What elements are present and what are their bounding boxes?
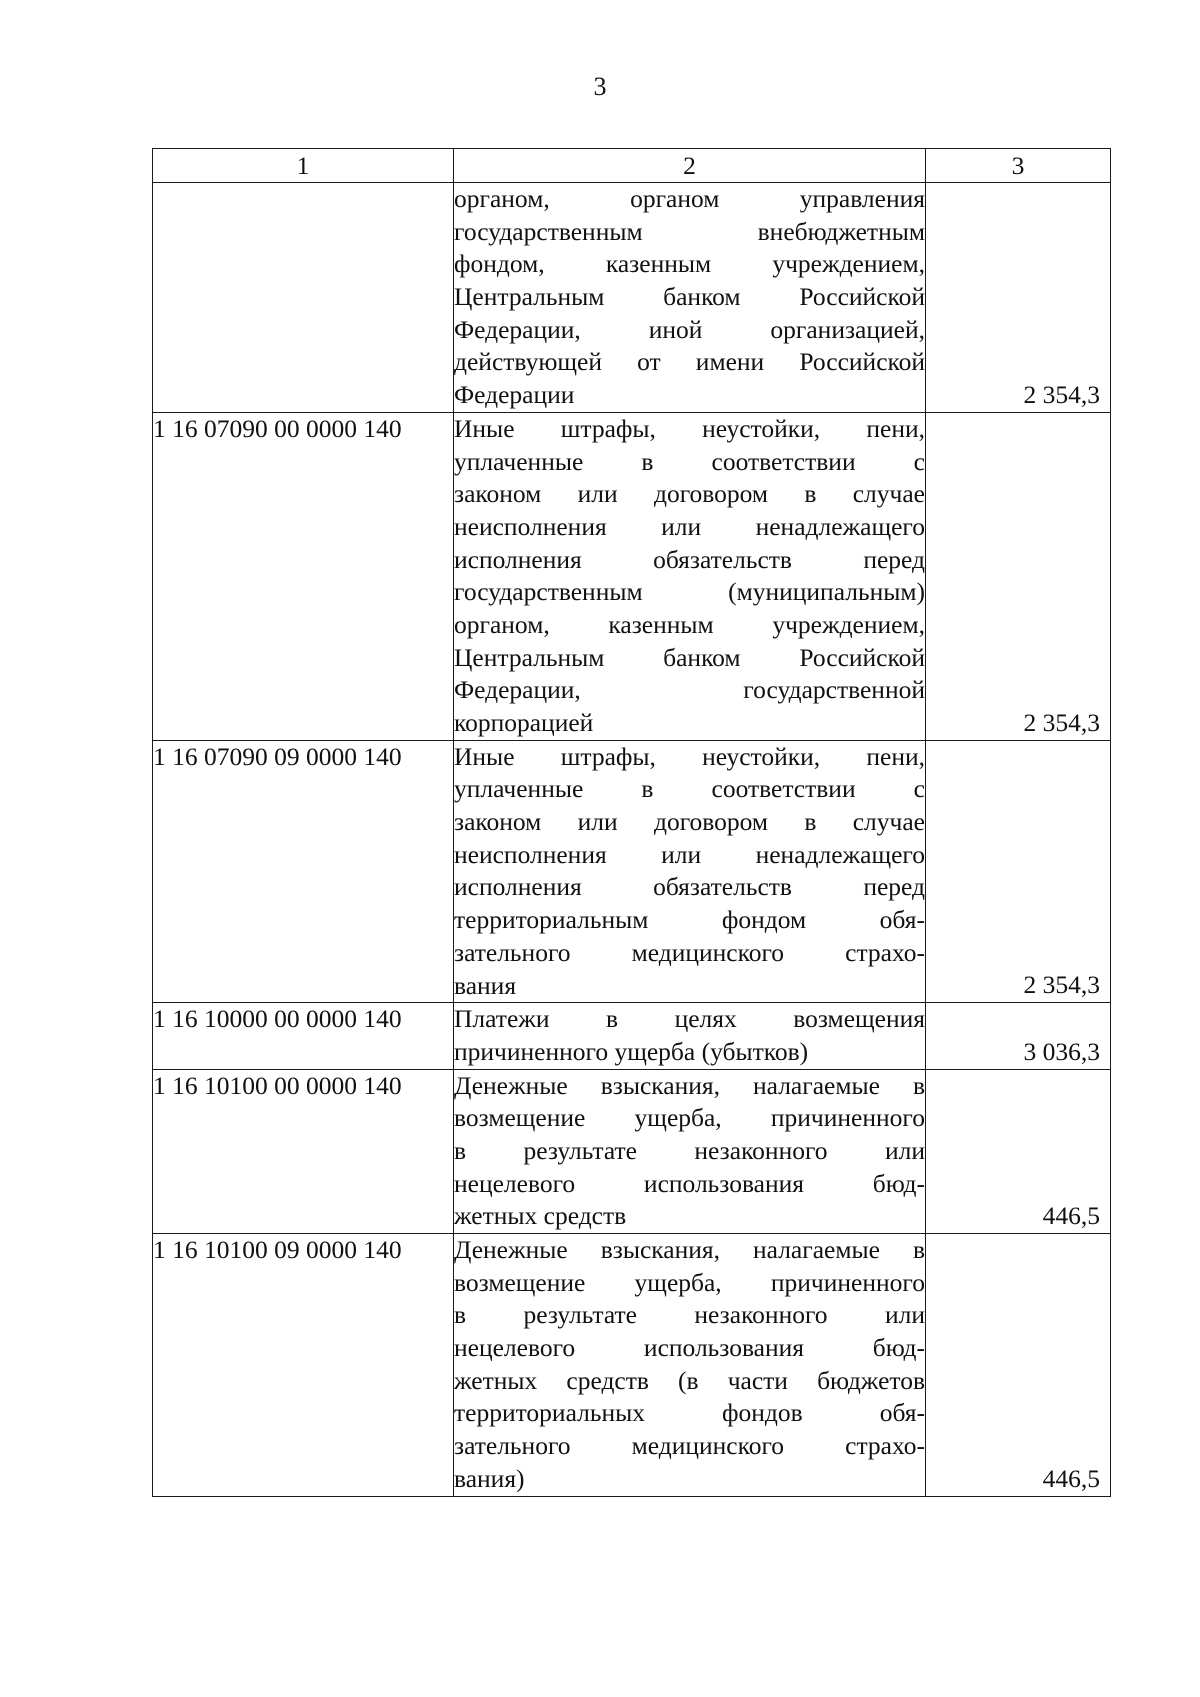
budget-code-cell: 1 16 10000 00 0000 140 <box>153 1003 454 1069</box>
column-header-2: 2 <box>454 149 926 183</box>
column-header-1: 1 <box>153 149 454 183</box>
table-row <box>153 183 1111 413</box>
amount-cell: 3 036,3 <box>926 1003 1111 1069</box>
description-line: уплаченные в соответствии с <box>454 446 925 476</box>
amount-cell: 2 354,3 <box>926 740 1111 1003</box>
description-line: зательного медицинского страхо- <box>454 937 925 967</box>
description-line: уплаченные в соответствии с <box>454 774 925 804</box>
description-cell <box>454 1003 926 1069</box>
description-cell <box>454 1069 926 1233</box>
description-cell <box>454 1234 926 1497</box>
description-line: Центральным банком Российской <box>454 282 925 312</box>
budget-table <box>152 148 1111 1497</box>
description-line: неисполнения или ненадлежащего <box>454 511 925 541</box>
description-line: исполнения обязательств перед <box>454 544 925 574</box>
budget-code-cell: 1 16 10100 00 0000 140 <box>153 1069 454 1233</box>
description-line: Иные штрафы, неустойки, пени, <box>454 741 925 771</box>
description-line: нецелевого использования бюд- <box>454 1168 925 1198</box>
table-row <box>153 740 1111 1003</box>
description-line: Денежные взыскания, налагаемые в <box>454 1235 925 1264</box>
description-line: вания) <box>454 1463 525 1493</box>
description-line: Федерации, государственной <box>454 675 925 705</box>
amount-cell: 2 354,3 <box>926 183 1111 413</box>
description-line: действующей от имени Российской <box>454 347 925 377</box>
description-line: фондом, казенным учреждением, <box>454 249 925 279</box>
amount-cell: 446,5 <box>926 1234 1111 1497</box>
description-line: жетных средств <box>454 1201 627 1231</box>
table-body <box>153 183 1111 1497</box>
amount-cell: 446,5 <box>926 1069 1111 1233</box>
table-row <box>153 1003 1111 1069</box>
description-line: в результате незаконного или <box>454 1300 925 1330</box>
budget-code-cell <box>153 183 454 413</box>
page-number: 3 <box>593 72 607 101</box>
table-row <box>153 412 1111 740</box>
description-line: Центральным банком Российской <box>454 642 925 672</box>
description-line: Иные штрафы, неустойки, пени, <box>454 413 925 443</box>
column-header-3: 3 <box>926 149 1111 183</box>
description-line: корпорацией <box>454 708 594 737</box>
description-line: Федерации <box>454 380 575 410</box>
amount-cell: 2 354,3 <box>926 412 1111 740</box>
description-cell <box>454 183 926 413</box>
budget-code-cell: 1 16 10100 09 0000 140 <box>153 1234 454 1497</box>
description-line: Платежи в целях возмещения <box>454 1004 925 1034</box>
budget-code-cell: 1 16 07090 00 0000 140 <box>153 412 454 740</box>
description-line: государственным (муниципальным) <box>454 577 925 607</box>
description-line: государственным внебюджетным <box>454 216 925 246</box>
description-cell <box>454 740 926 1003</box>
description-line: территориальных фондов обя- <box>454 1398 925 1428</box>
description-line: вания <box>454 970 517 1000</box>
description-line: зательного медицинского страхо- <box>454 1431 925 1461</box>
description-line: в результате незаконного или <box>454 1135 925 1165</box>
description-line: нецелевого использования бюд- <box>454 1333 925 1363</box>
description-line: возмещение ущерба, причиненного <box>454 1103 925 1133</box>
table-row <box>153 1234 1111 1497</box>
description-line: территориальным фондом обя- <box>454 905 925 935</box>
description-line: возмещение ущерба, причиненного <box>454 1267 925 1297</box>
description-line: причиненного ущерба (убытков) <box>454 1036 809 1066</box>
description-cell <box>454 412 926 740</box>
table-header-row <box>153 149 1111 183</box>
description-line: Федерации, иной организацией, <box>454 314 925 344</box>
description-line: неисполнения или ненадлежащего <box>454 839 925 869</box>
description-line: законом или договором в случае <box>454 807 925 837</box>
description-line: исполнения обязательств перед <box>454 872 925 902</box>
description-line: органом, органом управления <box>454 184 925 213</box>
description-line: Денежные взыскания, налагаемые в <box>454 1070 925 1100</box>
description-line: законом или договором в случае <box>454 479 925 509</box>
budget-code-cell: 1 16 07090 09 0000 140 <box>153 740 454 1003</box>
description-line: органом, казенным учреждением, <box>454 609 925 639</box>
table-row <box>153 1069 1111 1233</box>
description-line: жетных средств (в части бюджетов <box>454 1365 925 1395</box>
